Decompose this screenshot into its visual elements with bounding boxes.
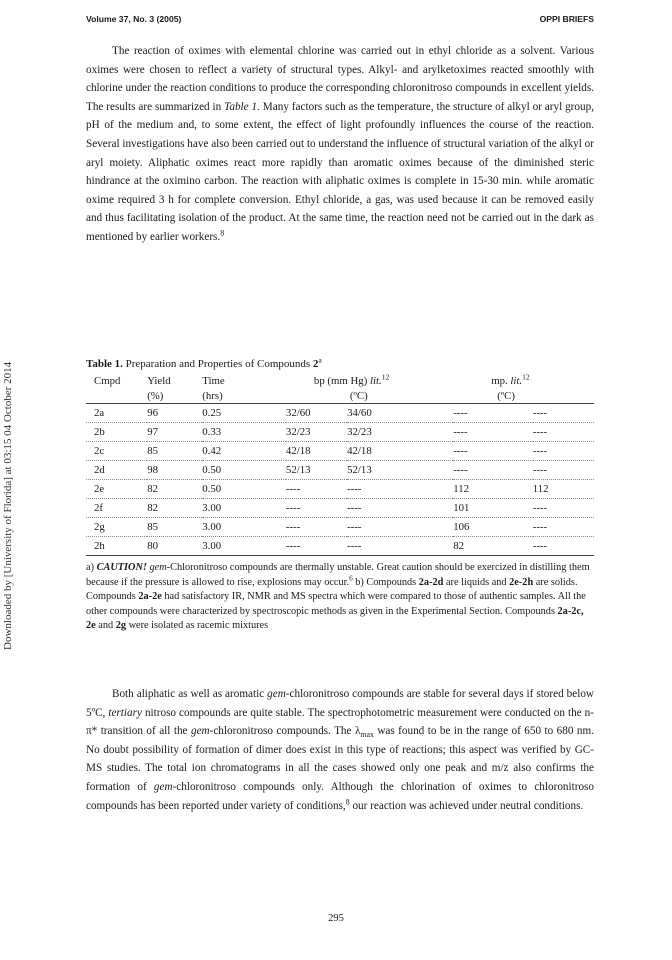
table-row: 2g 85 3.00 ---- ---- 106 ---- [86,518,594,537]
col-cmpd: Cmpd [94,374,121,387]
table-row: 2e 82 0.50 ---- ---- 112 112 [86,480,594,499]
table-caption: Table 1. Preparation and Properties of Compounds 2$^a$ [86,355,322,370]
citation: 8 [220,228,225,238]
table-row: 2d 98 0.50 52/13 52/13 ---- ---- [86,461,594,480]
table-row: 2c 85 0.42 42/18 42/18 ---- ---- [86,442,594,461]
table-row: 2f 82 3.00 ---- ---- 101 ---- [86,499,594,518]
download-watermark: Downloaded by [University of Florida] at 03:15 04 October 2014 [2,361,14,650]
col-bp: bp (mm Hg) lit.$^{12}$ [313,371,390,387]
paragraph-1: The reaction of oximes with elemental chlorine was carried out in ethyl chloride as a solvent. Various oximes were chosen to reflect a variety of structural types. Alkyl- and arylketoximes reacted smoothly with chlorine under the reaction conditions to produce the corresponding chloronitroso compounds in excellent yields. The results are summarized in Table 1. Many factors such as the temperature, the structure of alkyl or aryl group, pH of the medium and, to some extent, the effect of light profoundly influences the course of the reaction. Several investigations have also been carried out to understand the influence of structural variation of the alkyl or aryl moiety. Aliphatic oximes react more rapidly than aromatic oximes because of the diminished steric hindrance at the oximino carbon. The reaction with aliphatic oximes is complete in 15-30 min. while aromatic oxime required 3 h for complete conversion. Ethyl chloride, a gas, was used because it can be removed easily and thus facilitating isolation of the product. At the same time, the reaction need not be carried out in the dark as mentioned by earlier workers.$^8$ [86,45,594,243]
table-row: 2b 97 0.33 32/23 32/23 ---- ---- [86,423,594,442]
citation: 8 [345,796,350,806]
table-header-row [86,373,594,388]
journal-volume: Volume 37, No. 3 (2005) [86,14,182,24]
table-footnote: a) CAUTION! gem-Chloronitroso compounds are thermally unstable. Great caution should be exercized in distilling them because if the pressure is allowed to rise, explosions may occur.$^6$ b) Compounds 2a-2d are liquids and 2e-2h are solids. Compounds 2a-2e had satisfactory IR, NMR and MS spectra which were compared to those of authentic samples. All the other compounds were characterized by spectroscopic methods as given in the Experimental Section. Compounds 2a-2c, 2e and 2g were isolated as racemic mixtures [86,562,590,632]
compounds-table [86,373,594,556]
table-row: 2a 96 0.25 32/60 34/60 ---- ---- [86,404,594,423]
table-reference: Table 1. [224,100,260,113]
col-time: Time [202,374,225,387]
unit-time: (hrs) [202,388,286,404]
unit-yield: (%) [147,388,202,404]
paragraph-2: Both aliphatic as well as aromatic gem-chloronitroso compounds are stable for several days if stored below 5ºC, tertiary nitroso compounds are quite stable. The spectrophotometric measurement were conducted on the n-π* transition of all the gem-chloronitroso compounds. The $\lambda_{max}$ was found to be in the range of 650 to 680 nm. No doubt possibility of formation of dimer does exist in this type of reactions; this aspect was verified by GC-MS studies. The total ion chromatograms in all the cases showed only one peak and m/z also confirms the formation of gem-chloronitroso compounds only. Although the chlorination of oximes to chloronitroso compounds has been reported under variety of conditions,$^8$ our reaction was achieved under neutral conditions. [86,688,595,812]
caution-label: CAUTION! [96,562,147,573]
unit-bp: (ºC) [286,388,453,404]
section-title: OPPI BRIEFS [539,14,594,24]
table-units-row [86,388,594,404]
unit-mp: (ºC) [453,388,594,404]
running-header [86,14,594,28]
col-mp: mp. lit.$^{12}$ [491,371,530,387]
col-yield: Yield [147,374,171,387]
table-row: 2h 80 3.00 ---- ---- 82 ---- [86,537,594,556]
lambda-max: $\lambda_{max}$ [354,725,374,740]
page-number: 295 [328,913,344,924]
